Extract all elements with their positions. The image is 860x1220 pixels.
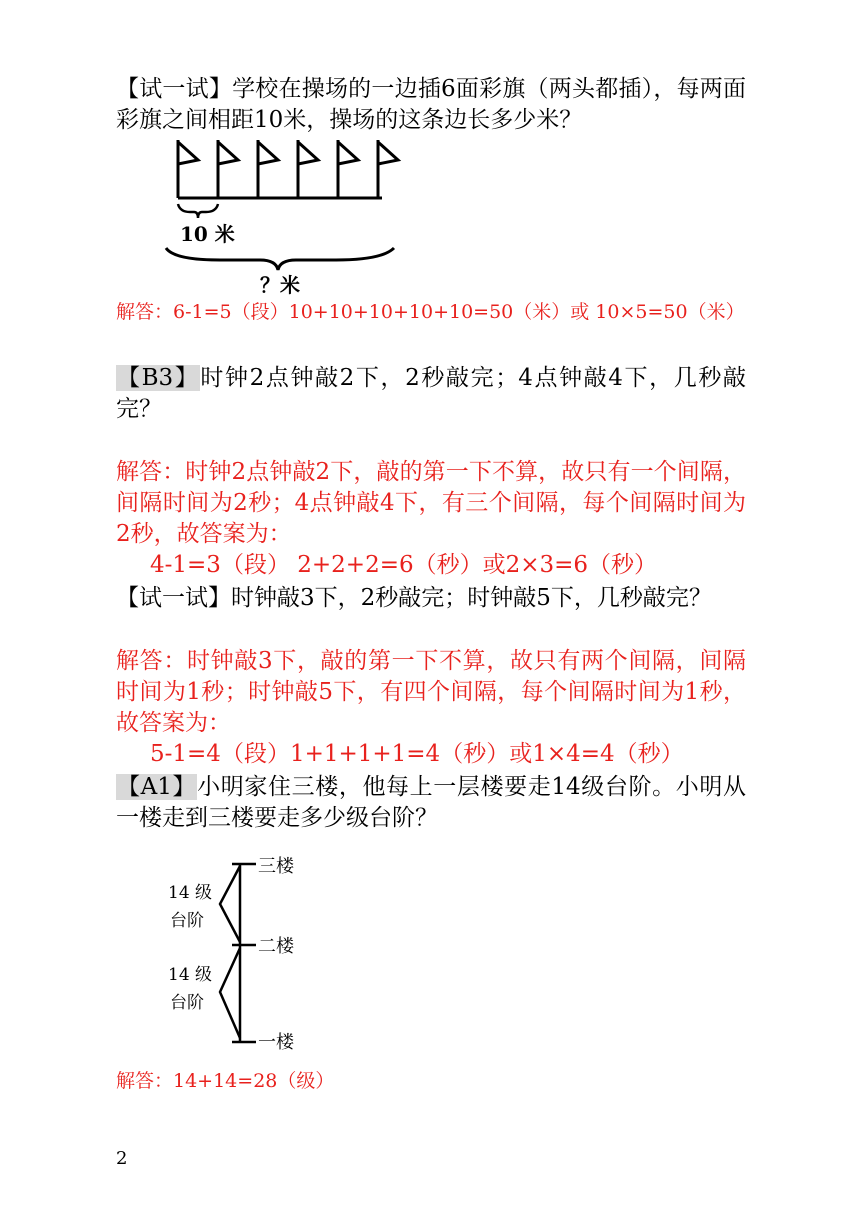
floor-1-label: 一楼 [258,1032,294,1053]
question-a1-text: 小明家住三楼，他每上一层楼要走14级台阶。小明从一楼走到三楼要走多少级台阶？ [116,774,746,831]
question-1 [116,74,746,136]
upper-steps-label: 14 级 [168,883,213,903]
lower-steps-unit: 台阶 [170,993,204,1013]
question-a1-tag: 【A1】 [117,774,197,800]
answer-a1: 解答：14+14=28（级） [116,1070,335,1092]
lower-steps-label: 14 级 [168,965,213,985]
total-length-label: ？米 [260,273,300,296]
question-1-tag: 【试一试】 [116,76,233,102]
answer-b3-formula: 4-1=3（段） 2+2+2=6（秒）或2×3=6（秒） [150,552,658,578]
answer-b3: 解答：时钟2点钟敲2下，敲的第一下不算，故只有一个间隔，间隔时间为2秒；4点钟敲4下，有三个间隔，每个间隔时间为2秒，故答案为： [116,459,746,547]
question-a1 [116,772,746,834]
question-b3-text: 时钟2点钟敲2下，2秒敲完；4点钟敲4下，几秒敲完？ [116,365,746,422]
question-try-2-text: 时钟敲3下，2秒敲完；时钟敲5下，几秒敲完？ [231,585,712,611]
page-number: 2 [116,1148,128,1169]
upper-steps-unit: 台阶 [170,911,204,931]
flags-figure [160,136,420,300]
floor-3-label: 三楼 [258,856,294,877]
question-try-2-tag: 【试一试】 [116,585,231,611]
question-1-text: 学校在操场的一边插6面彩旗（两头都插），每两面彩旗之间相距10米，操场的这条边长多少米？ [116,76,747,133]
gap-label: 10 米 [180,222,235,246]
question-b3 [116,363,746,425]
floors-figure [160,852,320,1066]
answer-try-2-formula: 5-1=4（段）1+1+1+1=4（秒）或1×4=4（秒） [150,741,684,767]
answer-1: 解答：6-1=5（段）10+10+10+10+10=50（米）或 10×5=50（米） [116,301,745,323]
answer-try-2: 解答：时钟敲3下，敲的第一下不算，故只有两个间隔，间隔时间为1秒；时钟敲5下，有四个间隔，每个间隔时间为1秒，故答案为： [116,648,746,736]
floor-2-label: 二楼 [258,936,294,957]
question-b3-tag: 【B3】 [117,365,200,391]
question-try-2 [116,583,746,614]
